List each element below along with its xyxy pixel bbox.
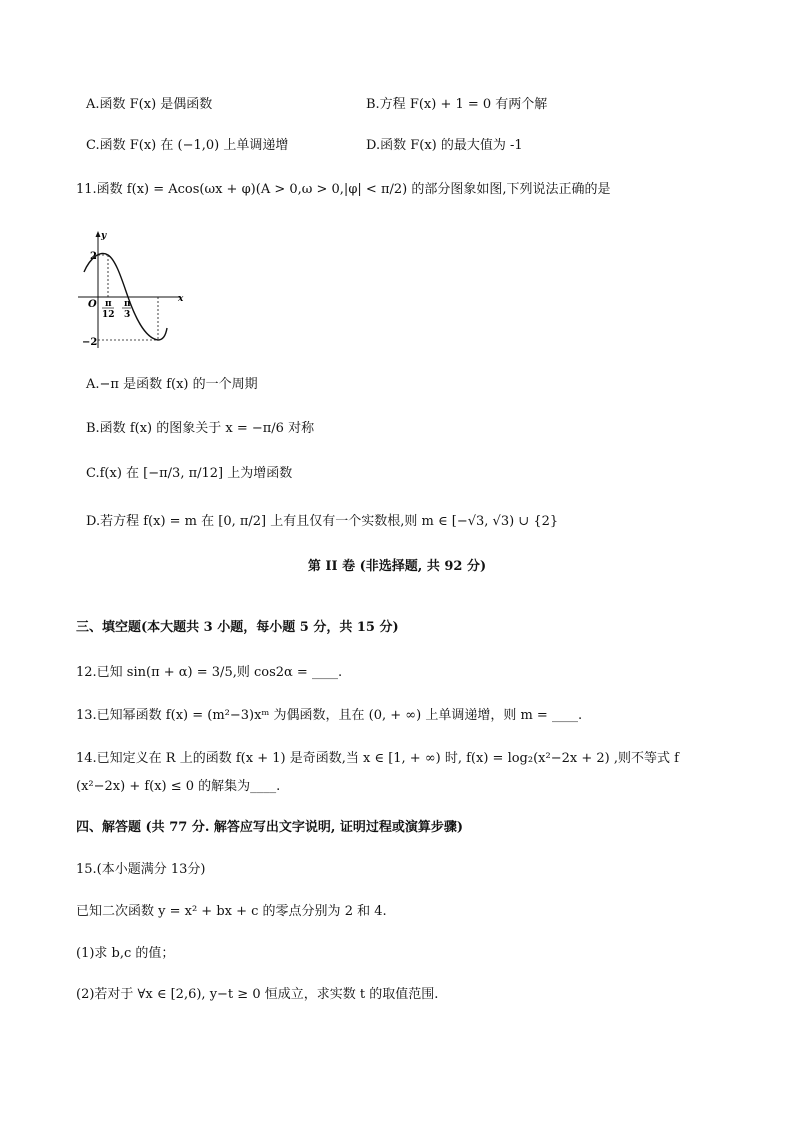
q10-option-d: D.函数 F(x) 的最大值为 -1 [366,138,523,153]
origin-label: O [88,299,97,310]
q11-option-b: B.函数 f(x) 的图象关于 x = −π/6 对称 [86,421,315,436]
tick-pi-3-num: π [124,299,131,309]
q11-option-c: C.f(x) 在 [−π/3, π/12] 上为增函数 [86,466,293,481]
y-max-label: 2 [90,251,97,262]
q10-option-a: A.函数 F(x) 是偶函数 [86,97,213,112]
q11-graph [76,228,188,352]
q15-stem: 已知二次函数 y = x² + bx + c 的零点分别为 2 和 4. [76,904,387,919]
q14-line1: 14.已知定义在 R 上的函数 f(x + 1) 是奇函数,当 x ∈ [1, + ∞) 时, f(x) = log₂(x²−2x + 2) ,则不等式 f [76,751,679,766]
q10-option-c: C.函数 F(x) 在 (−1,0) 上单调递增 [86,138,289,153]
section3-heading: 三、填空题(本大题共 3 小题，每小题 5 分，共 15 分) [76,620,399,635]
q15-part1: (1)求 b,c 的值； [76,946,175,961]
q10-option-b: B.方程 F(x) + 1 = 0 有两个解 [366,97,548,112]
section4-heading: 四、解答题 (共 77 分. 解答应写出文字说明, 证明过程或演算步骤) [76,820,464,835]
q11-option-a: A.−π 是函数 f(x) 的一个周期 [86,377,258,392]
tick-pi-3-den: 3 [124,310,131,320]
q11-stem: 11.函数 f(x) = Acos(ωx + φ)(A > 0,ω > 0,|φ| < π/2) 的部分图象如图,下列说法正确的是 [76,182,611,197]
y-axis-arrow [96,231,101,237]
q14-line2: (x²−2x) + f(x) ≤ 0 的解集为____. [76,779,281,794]
q15-part2: (2)若对于 ∀x ∈ [2,6), y−t ≥ 0 恒成立，求实数 t 的取值范围. [76,987,439,1002]
q12: 12.已知 sin(π + α) = 3/5,则 cos2α = ____. [76,665,343,680]
q15-title: 15.(本小题满分 13分) [76,862,206,877]
tick-pi-12-num: π [105,299,112,309]
x-axis-label: x [178,294,184,304]
y-axis-label: y [101,231,107,241]
tick-pi-12-den: 12 [102,310,115,320]
q11-option-d: D.若方程 f(x) = m 在 [0, π/2] 上有且仅有一个实数根,则 m ∈ [−√3, √3) ∪ {2} [86,514,559,529]
y-min-label: −2 [82,337,98,348]
part2-title: 第 II 卷 (非选择题, 共 92 分) [307,559,487,574]
q13: 13.已知幂函数 f(x) = (m²−3)xᵐ 为偶函数，且在 (0, + ∞) 上单调递增，则 m = ____. [76,708,583,723]
